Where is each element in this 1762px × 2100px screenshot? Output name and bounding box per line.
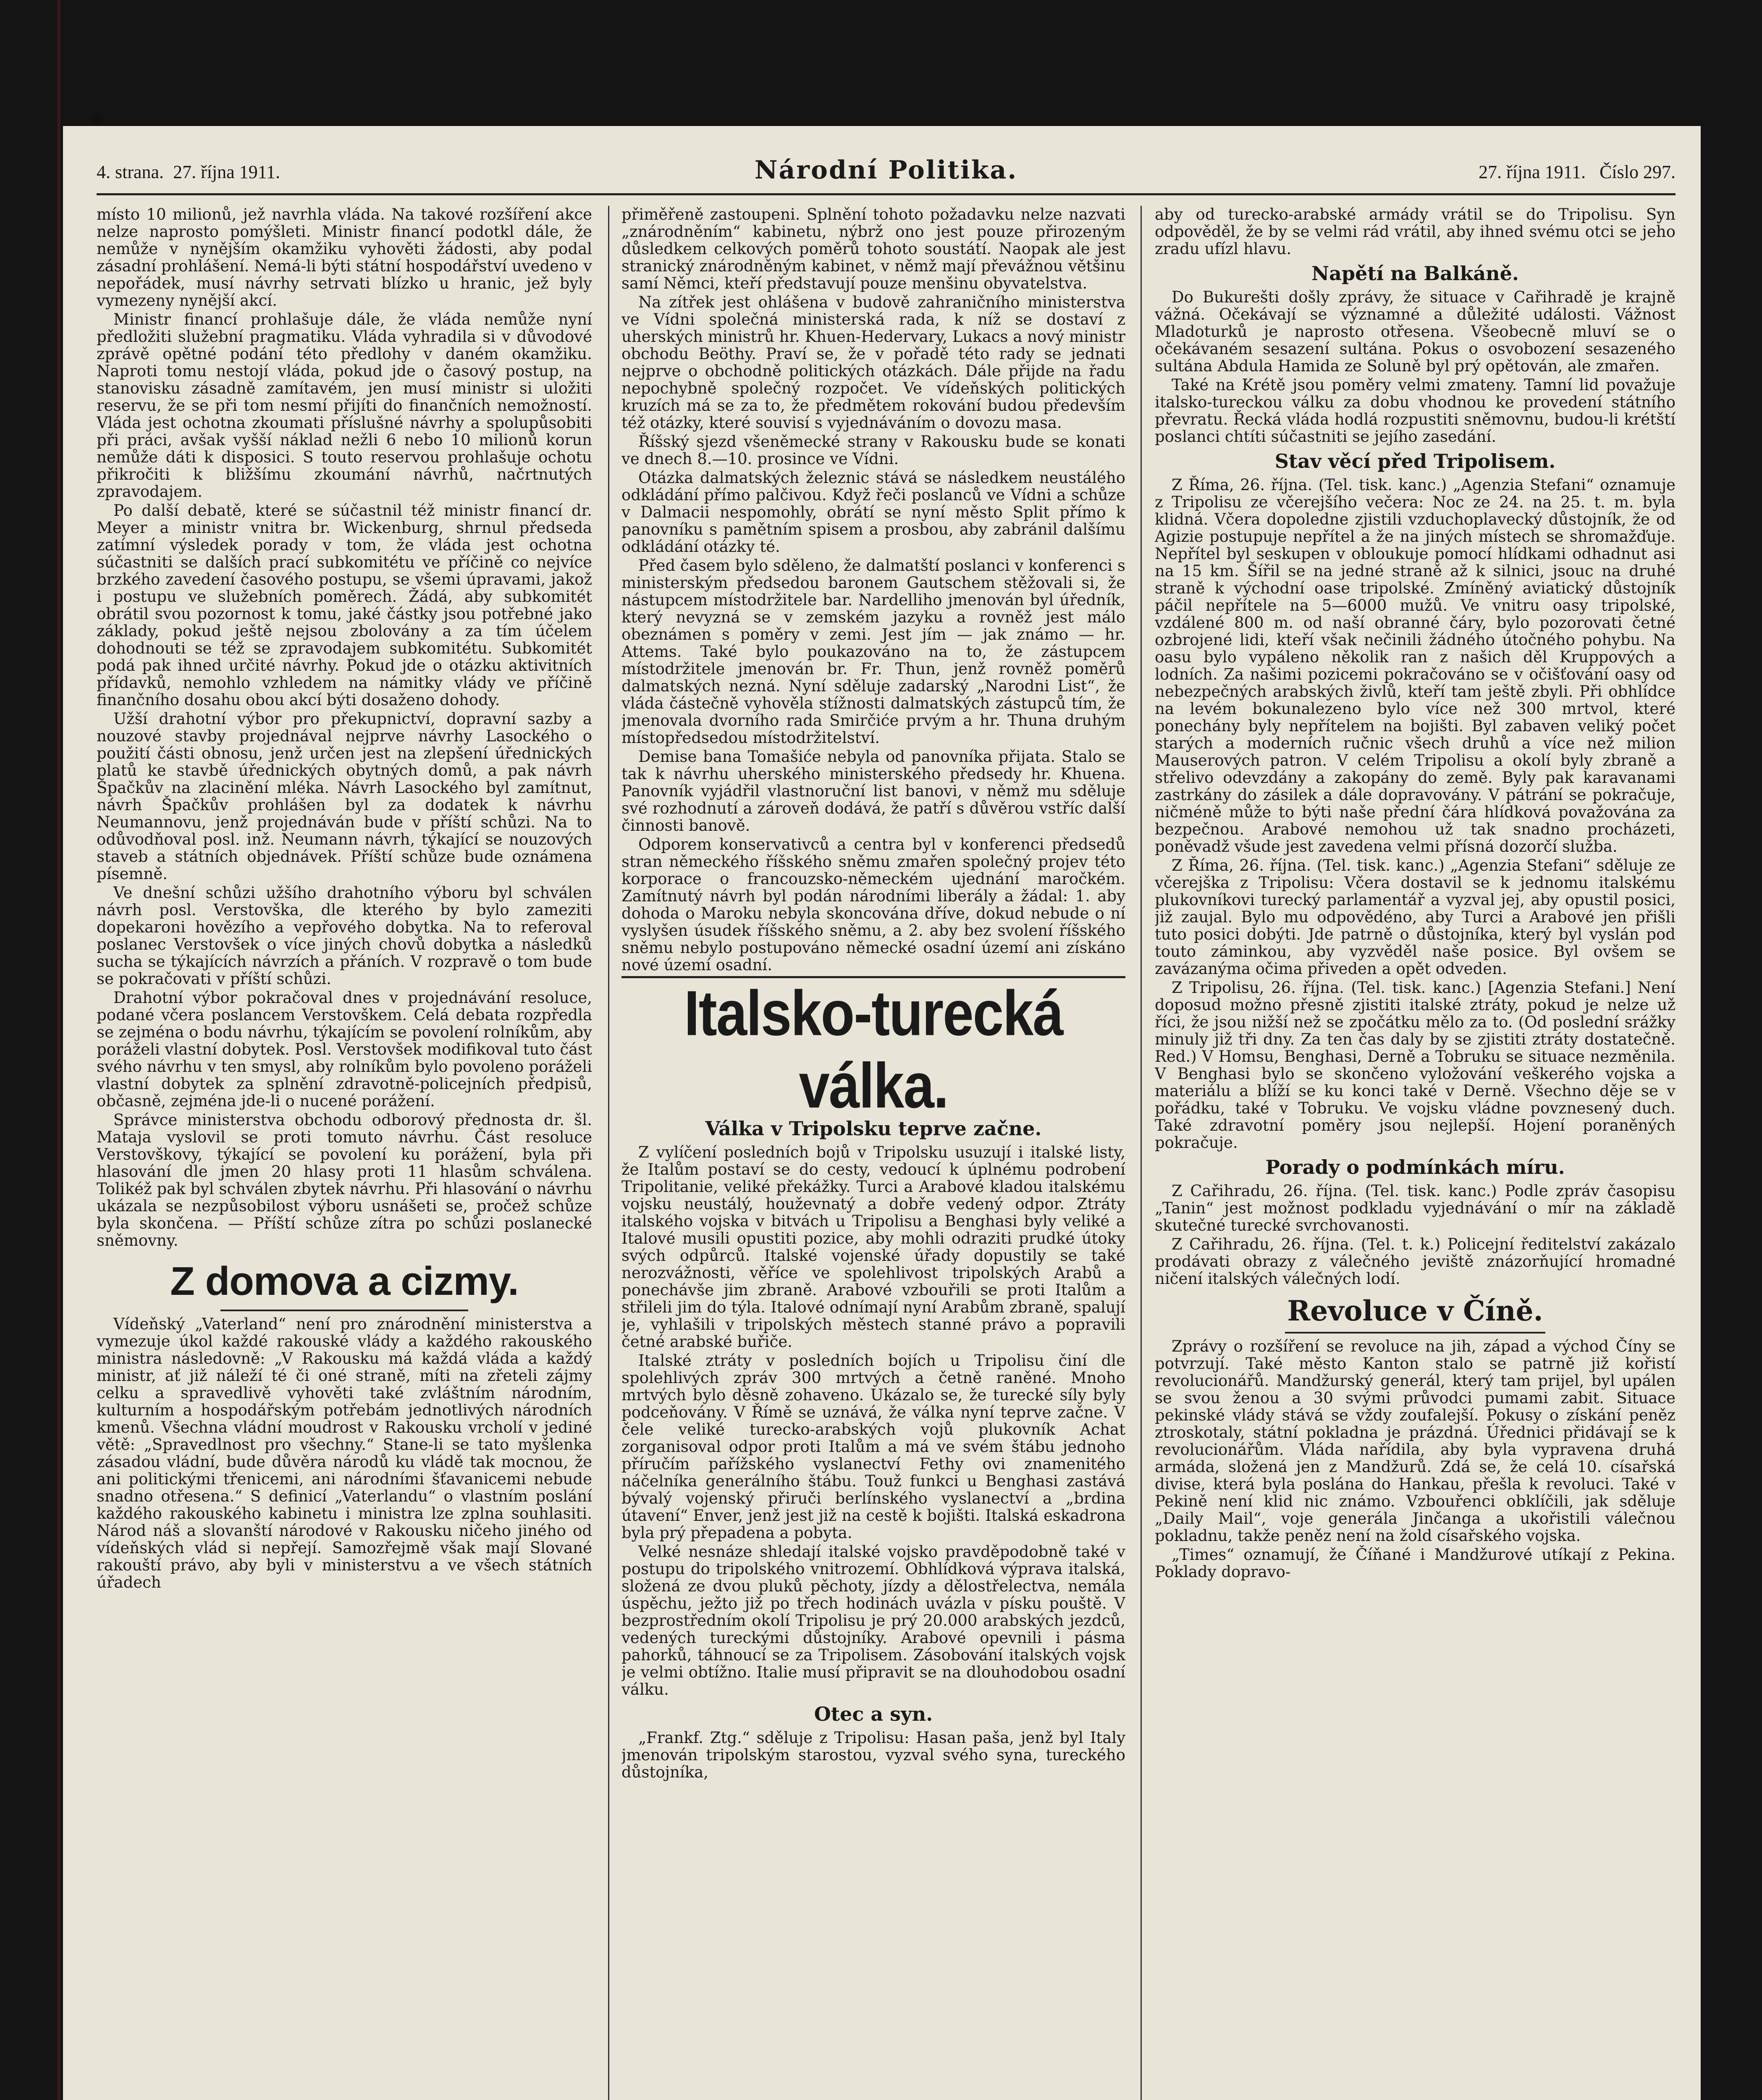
section-heading: Z domova a cizmy. xyxy=(170,1259,519,1304)
article-paragraph: Velké nesnáze shledají italské vojsko pravděpodobně také v postupu do tripolského vnitrozemí. Obhlídková výprava italská, složená ze dvou pluků pěchoty, jízdy a dělostřelectva, nemála úspěchu, ježto již po třech hodinách uvázla v písku pouště. V bezprostředním okolí Tripolisu je prý 20.000 arabských jezdců, vedených tureckými důstojníky. Arabové opevnili i pásma pahorků, táhnoucí se za Tripolisem. Zásobování italských vojsk je velmi obtížno. Italie musí připravit se na dlouhodobou osadní válku. xyxy=(621,1543,1125,1698)
article-paragraph: místo 10 milionů, jež navrhla vláda. Na takové rozšíření akce nelze naprosto pomýšleti. Ministr financí podotkl dále, že nemůže v nynějším okamžiku vyhověti žádosti, aby podal zásadní prohlášení. Nemá-li býti státní hospodářství uvedeno v nepořádek, musí návrhy setrvati blízko u hranic, jež byly vymezeny nynější akcí. xyxy=(97,206,592,310)
article-paragraph: Do Bukurešti došly zprávy, že situace v Cařihradě je krajně vážná. Očekávají se významné a důležité události. Vážnost Mladoturků je naprosto otřesena. Všeobecně mluví se o očekávaném sesazení sultána. Pokus o osvobození sesazeného sultána Abdula Hamida ze Soluně byl prý opětován, ale zmařen. xyxy=(1155,288,1675,375)
article-paragraph: Odporem konservativců a centra byl v konferenci předsedů stran německého říšského sněmu zmařen společný projev této korporace o francouzsko-německém ujednání maročkém. Zamítnutý návrh byl podán národními liberály a žádal: 1. aby dohoda o Maroku nebyla skoncována dříve, dokud nebude o ní vyslyšen úsudek říšského sněmu, a 2. aby bez svolení říšského sněmu nebylo postupováno německé osadní území ani získáno nové území osadní. xyxy=(621,835,1125,974)
newspaper-page xyxy=(63,126,1701,2100)
main-headline: Italsko-turecká válka. xyxy=(684,977,1063,1121)
page-number-date: 4. strana. 27. října 1911. xyxy=(97,162,281,182)
article-paragraph: Z Cařihradu, 26. října. (Tel. t. k.) Policejní ředitelství zakázalo prodávati obrazy z válečného jeviště znázorňující hromadné ničení italských válečných lodí. xyxy=(1155,1235,1675,1288)
article-paragraph: Ministr financí prohlašuje dále, že vláda nemůže nyní předložiti služební pragmatiku. Vláda vyhradila si v důvodové zprávě opětné podání této předlohy v daném okamžiku. Naproti tomu nestojí vláda, pokud jde o časový postup, na stanovisku zásadně zamítavém, jen musí ministr si uložiti reservu, že se při tom nesmí přijíti do finančních nemožností. Vláda jest ochotna zkoumati příslušné návrhy a spolupůsobiti při práci, avšak vyšší náklad nežli 6 nebo 10 milionů korun nemůže dáti k disposici. S touto reservou prohlašuje ochotu přikročiti k bližšímu zkoumání návrhů, načrtnutých zpravodajem. xyxy=(97,310,592,501)
subheading: Porady o podmínkách míru. xyxy=(1265,1156,1565,1179)
heading-rule xyxy=(1285,1332,1545,1334)
column-3 xyxy=(1155,206,1675,2100)
section-heading: Revoluce v Číně. xyxy=(1287,1294,1543,1327)
article-paragraph: Drahotní výbor pokračoval dnes v projednávání resoluce, podané včera poslancem Verstovškem. Celá debata rozpředla se zejména o bodu návrhu, týkajícím se povolení rolníkům, aby poráželi vlastní dobytek. Posl. Verstovšek modifikoval tuto část svého návrhu v ten smysl, aby rolníkům bylo povoleno poráželi vlastní dobytek za splnění zdravotně-policejních předpisů, občasně, zejména jde-li o nucené porážení. xyxy=(97,989,592,1110)
article-paragraph: Z Tripolisu, 26. října. (Tel. tisk. kanc.) [Agenzia Stefani.] Není doposud možno přesně zjistiti italské ztráty, pokud je nelze už říci, že jsou nižší než se zpočátku mělo za to. (Od poslední srážky minuly již tři dny. Za ten čas daly by se zjistiti ztráty dostatečně. Red.) V Homsu, Benghasi, Derně a Tobruku se situace nezměnila. V Benghasi bylo se skončeno vyložování veškerého vojska a materiálu a blíží se ku konci také v Derně. Všechno děje se v pořádku, také v Tobruku. Ve vojsku vládne povznesený duch. Také zdravotní poměry jsou nejlepší. Hojení poraněných pokračuje. xyxy=(1155,979,1675,1152)
binding-edge xyxy=(57,0,60,2100)
article-paragraph: „Times“ oznamují, že Číňané i Mandžurové utíkají z Pekina. Poklady dopravo- xyxy=(1155,1546,1675,1581)
article-paragraph: Italské ztráty v posledních bojích u Tripolisu činí dle spolehlivých zpráv 300 mrtvých a četně raněné. Mnoho mrtvých bylo děsně zohaveno. Ukázalo se, že turecké síly byly podceňovány. V Římě se uznává, že válka nyní teprve začne. V čele veliké turecko-arabských vojů plukovník Achat zorganisoval odpor proti Italům a má ve svém štábu jednoho příručím pařížského vyslanectví Fethy ovi znamenitého náčelníka generálního štábu. Touž funkci u Benghasi zastává bývalý vojenský přiruči berlínského vyslanectví a „brdina útavení“ Enver, jenž jest již na cestě k bojišti. Italská eskadrona byla prý přepadena a pobyta. xyxy=(621,1352,1125,1542)
article-paragraph: Užší drahotní výbor pro překupnictví, dopravní sazby a nouzové stavby projednával nejprve návrhy Lasockého o použití části obnosu, jenž určen jest na zlepšení úřednických platů ke stavbě úřednických obytných domů, a pak návrh Špačkův na zlacinění mléka. Návrh Lasockého byl zamítnut, návrh Špačkův prohlášen byl za dodatek k návrhu Neumannovu, jenž projednáván bude v příští schůzi. Na to odůvodňoval posl. inž. Neumann návrh, týkající se nouzových staveb a státních objednávek. Příští schůze bude oznámena písemně. xyxy=(97,710,592,883)
article-paragraph: Demise bana Tomašiće nebyla od panovníka přijata. Stalo se tak k návrhu uherského ministerského předsedy hr. Khuena. Panovník vyjádřil vlastnoruční list banovi, v němž mu sděluje své rozhodnutí a zároveň dodává, že patří s důvěrou vstříc další činnosti banově. xyxy=(621,748,1125,835)
article-paragraph: Správce ministerstva obchodu odborový přednosta dr. šl. Mataja vyslovil se proti tomuto návrhu. Část resoluce Verstovškovy, týkající se povolení ku porážení, byla při hlasování dle jmen 20 hlasy proti 11 hlasům schválena. Tolikéž pak byl schválen zbytek návrhu. Při hlasování o návrhu ukázala se nezpůsobilost výboru usnášeti se, pročež schůze byla skončena. — Příští schůze zítra po schůzi poslanecké sněmovny. xyxy=(97,1111,592,1250)
article-paragraph: Také na Krétě jsou poměry velmi zmateny. Tamní lid považuje italsko-tureckou válku za dobu vhodnou ke provedení státního převratu. Řecká vláda hodlá rozpustiti sněmovnu, budou-li krétští poslanci chtíti súčastniti se jejího zasedání. xyxy=(1155,376,1675,446)
column-divider xyxy=(1141,206,1142,2100)
article-paragraph: Vídeňský „Vaterland“ není pro znárodnění ministerstva a vymezuje úkol každé rakouské vlády a každého rakouského ministra následovně: „V Rakousku má každá vláda a každý ministr, ať již náleží té či oné straně, míti na zřeteli zájmy celku a spravedlivě vyhověti také zvláštním národním, kulturním a hospodářským potřebám jednotlivých národních kmenů. Všechna vládní moudrost v Rakousku vrcholí v jediné větě: „Spravedlnost pro všechny.“ Stane-li se tato myšlenka zásadou vládní, bude důvěra národů ku vládě tak mocnou, že ani politickými třenicemi, ani národními šťavanicemi nebude snadno otřesena.“ S definicí „Vaterlandu“ o vlastním poslání každého rakouského kabinetu i ministra lze zplna souhlasiti. Národ náš a slovanští národové v Rakousku ničeho jiného od vídeňských vlád si nepřejí. Samozřejmě však mají Slované rakouští právo, aby byli v ministerstvu a ve všech státních úřadech xyxy=(97,1315,592,1591)
subheading: Válka v Tripolsku teprve začne. xyxy=(705,1117,1042,1140)
article-paragraph: Po další debatě, které se súčastnil též ministr financí dr. Meyer a ministr vnitra br. Wickenburg, shrnul předseda zatímní výsledek porady v tom, že vláda jest ochotna súčastniti se dalších prací subkomitétu ve příčině co nejvíce brzkého zavedení časového postupu, se všemi úpravami, jakož i postupu ve služebních poměrech. Žádá, aby subkomitét obrátil svou pozornost k tomu, jaké částky jsou potřebné jako základy, pokud ještě nejsou zbolovány a za tím účelem dohodnouti se též se zpravodajem subkomitétu. Subkomitét podá pak ihned určité návrhy. Pokud jde o otázku aktivitních přídavků, nemohlo vzhledem na námitky vlády ve příčině finančního dosahu obou akcí býti dosaženo dohody. xyxy=(97,501,592,709)
ink-spot xyxy=(92,113,103,126)
subheading: Stav věcí před Tripolisem. xyxy=(1274,450,1556,472)
article-paragraph: Otázka dalmatských železnic stává se následkem neustálého odkládání přímo palčivou. Když řeči poslanců ve Vídni a schůze v Dalmacii nespomohly, obrátí se nyní město Split přímo k panovníku s pamětním spisem a prosbou, aby zabránil dalšímu odkládání otázky té. xyxy=(621,469,1125,556)
article-paragraph: Z Říma, 26. října. (Tel. tisk. kanc.) „Agenzia Stefani“ sděluje ze včerejška z Tripolisu: Včera dostavil se k jednomu italskému plukovníkovi turecký parlamentář a vyzval jej, aby opustil posici, již zaujal. Bylo mu odpovědéno, aby Turci a Arabové jen přišli tuto posici dobýti. Jde patrně o důstojníka, který byl vyslán pod touto záminkou, aby vyzvěděl naše posice. Byl ovšem se zavázanýma očima přiveden a opět odveden. xyxy=(1155,856,1675,978)
subheading: Napětí na Balkáně. xyxy=(1311,262,1519,285)
article-paragraph: přiměřeně zastoupeni. Splnění tohoto požadavku nelze nazvati „znárodněním“ kabinetu, nýbrž ono jest pouze přirozeným důsledkem celkových poměrů tohoto soustátí. Naopak ale jest stranický znárodněným kabinet, v němž mají převážnou většinu samí Němci, kteří představují pouze menšinu obyvatelstva. xyxy=(621,206,1125,292)
subheading: Otec a syn. xyxy=(814,1703,933,1725)
column-divider xyxy=(608,206,609,2100)
article-paragraph: Říšský sjezd všeněmecké strany v Rakousku bude se konati ve dnech 8.—10. prosince ve Vídni. xyxy=(621,433,1125,468)
article-paragraph: Z Říma, 26. října. (Tel. tisk. kanc.) „Agenzia Stefani“ oznamuje z Tripolisu ze včerejšího večera: Noc ze 24. na 25. t. m. byla klidná. Včera dopoledne zjistili vzduchoplavecký důstojník, že od Agizie postupuje nepřítel a že na jiných místech se shromažďuje. Nepřítel byl seskupen v obloukuje pomocí hlídkami odhadnut asi na 15 km. Šířil se na jedné straně až k silnici, jsouc na druhé straně k východní oase tripolské. Zmíněný aviatický důstojník páčil nepřítele na 5—6000 mužů. Ve vnitru oasy tripolské, vzdálené 800 m. od naší obranné čáry, bylo pozorovati četné ozbrojené lidi, kteří však nečinili žádného útočného pohybu. Na oasu bylo vypáleno několik ran z našich děl Kruppových a lodních. Za našimi pozicemi pokračováno se v očišťování oasy od nebezpečných arabských živlů, kteří tam ještě zbyli. Při obhlídce na levém bokunalezeno bylo více než 300 mrtvol, které ponechány byly nepřítelem na bojišti. Byl zabaven veliký počet starých a moderních ručnic všech druhů a více než milion Mauserových patron. V celém Tripolisu a okolí byly zbraně a střelivo odevzdány a zakopány do země. Byly pak karavanami zastrkány do zásilek a dále dopravovány. V pátrání se pokračuje, ničméně může to býti naše přední čára hlídková považována za bezpečnou. Arabové nemohou už tak snadno procházeti, poněvadž všude jest zavedena velmi přísná dozorčí služba. xyxy=(1155,476,1675,856)
article-paragraph: Na zítřek jest ohlášena v budově zahraničního ministerstva ve Vídni společná ministerská rada, k níž se dostaví z uherských ministrů hr. Khuen-Hedervary, Lukacs a nový ministr obchodu Beöthy. Praví se, že v pořadě této rady se jednati nejprve o obchodně politických otázkách. Dále přijde na řadu nepochybně společný rozpočet. Ve vídeňských politických kruzích má se za to, že předmětem rokování budou především též otázky, které souvisí s vyjednáváním o dovozu masa. xyxy=(621,293,1125,432)
article-paragraph: Ve dnešní schůzi užšího drahotního výboru byl schválen návrh posl. Verstovška, dle kterého by bylo zameziti dopekaroni hovězího a vepřového dobytka. Na to referoval poslanec Verstovšek o více jiných chovů dobytka a následků sucha se týkajících návrzích a přáních. V rozpravě o tom bude se pokračovati v příští schůzi. xyxy=(97,884,592,988)
article-paragraph: aby od turecko-arabské armády vrátil se do Tripolisu. Syn odpověděl, že by se velmi rád vrátil, aby ihned svému otci se jeho zradu ufízl hlavu. xyxy=(1155,206,1675,258)
article-paragraph: Zprávy o rozšíření se revoluce na jih, západ a východ Číny se potvrzují. Také město Kanton stalo se patrně již kořistí revolucionářů. Mandžurský generál, který tam prijel, byl upálen se svou ženou a 30 svými průvodci pumami zabit. Situace pekinské vlády stává se vždy zoufalejší. Pokusy o získání peněz ztroskotaly, státní pokladna je prázdná. Úřednici přidávají se k revolucionářům. Vláda nařídila, aby byla vypravena druhá armáda, složená jen z Mandžurů. Zdá se, že celá 10. císařská divise, která byla poslána do Hankau, přešla k revoluci. Také v Pekině není klid nic známo. Vzbouřenci obklíčili, jak sděluje „Daily Mail“, voje generála Jinčanga a ukořistili válečnou pokladnu, takže peněz není na žold císařského vojska. xyxy=(1155,1337,1675,1545)
page-header xyxy=(97,155,1675,195)
column-1 xyxy=(97,206,592,2100)
article-paragraph: Před časem bylo sděleno, že dalmatští poslanci v konferenci s ministerským předsedou baronem Gautschem stěžovali si, že nástupcem místodržitele bar. Nardelliho jmenován byl úředník, který nevyzná se v zemském jazyku a rovněž jest málo obeznámen s poměry v zemi. Jest jím — jak známo — hr. Attems. Také bylo poukazováno na to, že zástupcem místodržitele jmenován br. Fr. Thun, jenž rovněž poměrů dalmatských nezná. Nyní sděluje zadarský „Narodni List“, že vláda částečně vyhověla stížnosti dalmatských zástupců tím, že jmenovala dvorního rada Smirčiće prvým a hr. Thuna druhým místopředsedou místodržitelství. xyxy=(621,556,1125,747)
article-paragraph: „Frankf. Ztg.“ sděluje z Tripolisu: Hasan paša, jenž byl Italy jmenován tripolským starostou, vyzval svého syna, tureckého důstojníka, xyxy=(621,1729,1125,1781)
header-issue: 27. října 1911. Číslo 297. xyxy=(1479,162,1675,182)
article-paragraph: Z vylíčení posledních bojů v Tripolsku usuzují i italské listy, že Italům postaví se do cesty, vedoucí k úplnému podrobení Tripolitanie, veliké překážky. Turci a Arabové kladou italskému vojsku neustálý, houževnatý a dobře vedený odpor. Ztráty italského vojska v bitvách u Tripolisu a Benghasi byly veliké a Italové musili opustiti pozice, aby mohli odraziti prudké útoky svých odpůrců. Italské vojenské úřady dopustily se také nerozvážnosti, věříce ve spolehlivost tripolských Arabů a ponechávše jim zbraně. Arabové vzbouřili se proti Italům a střileli jim do týla. Italové odnímají nyní Arabům zbraně, spalují je, vyhlašili v tripolských městech stanné právo a popravili četné arabské buřiče. xyxy=(621,1143,1125,1351)
article-paragraph: Z Cařihradu, 26. října. (Tel. tisk. kanc.) Podle zpráv časopisu „Tanin“ jest možnost podkladu vyjednávání o mír na základě skutečné turecké svrchovanosti. xyxy=(1155,1182,1675,1234)
masthead-title: Národní Politika. xyxy=(754,155,1018,185)
column-2 xyxy=(621,206,1125,2100)
heading-rule xyxy=(220,1310,468,1311)
